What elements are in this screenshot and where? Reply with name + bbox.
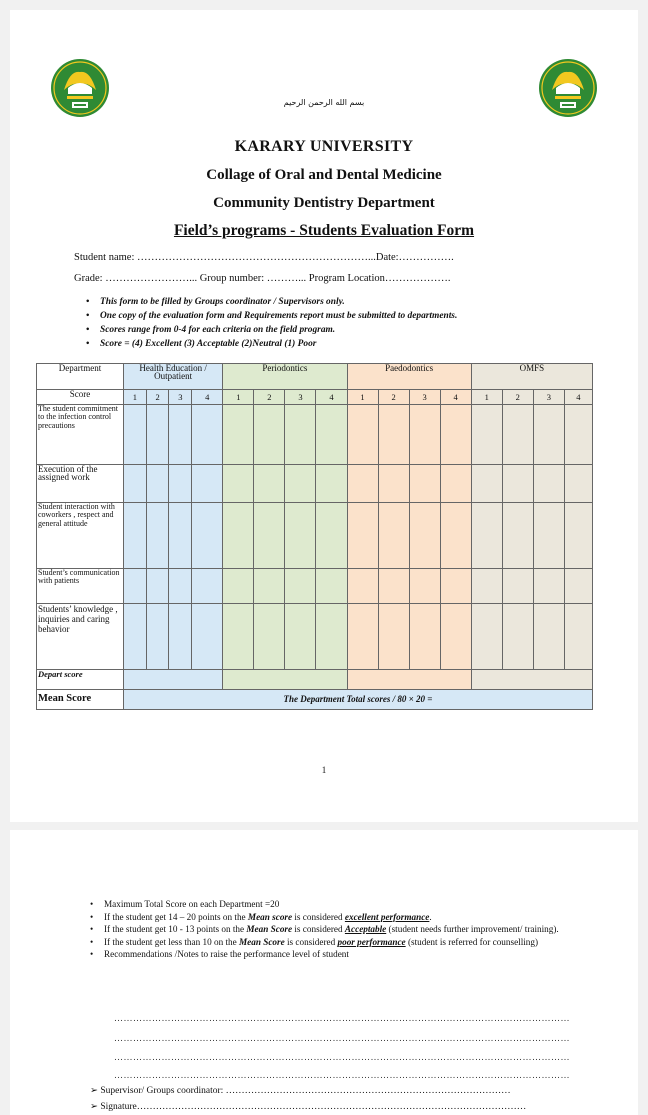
criteria-row <box>37 604 593 670</box>
score-cell[interactable] <box>316 503 347 569</box>
recommendation-line[interactable]: ……………………………………………………………………………………………………………………………… <box>114 1052 570 1062</box>
score-cell[interactable] <box>169 465 192 503</box>
supervisor-field[interactable]: ➢ Supervisor/ Groups coordinator: ……………………………………………………………………………… <box>90 1086 511 1096</box>
instruction-item: • Score = (4) Excellent (3) Acceptable (2)Neutral (1) Poor <box>86 339 317 349</box>
score-col-4: 4 <box>316 390 347 405</box>
bullet-icon: • <box>90 924 94 935</box>
score-cell[interactable] <box>502 569 533 604</box>
department-label: Department <box>37 364 124 390</box>
score-cell[interactable] <box>440 405 471 465</box>
evaluation-table <box>36 363 593 710</box>
score-cell[interactable] <box>285 569 316 604</box>
score-cell[interactable] <box>192 503 223 569</box>
bullet-icon: • <box>90 949 94 960</box>
score-cell[interactable] <box>223 405 254 465</box>
score-cell[interactable] <box>564 604 592 670</box>
recommendation-line[interactable]: ……………………………………………………………………………………………………………………………… <box>114 1013 570 1023</box>
score-label: Score <box>37 390 124 405</box>
page-one <box>10 10 638 822</box>
score-cell[interactable] <box>316 569 347 604</box>
dept-health-education: Health Education / Outpatient <box>123 364 222 390</box>
bismillah-text: بسم الله الرحمن الرحيم <box>283 98 365 107</box>
criteria-label: Execution of the assigned work <box>37 465 124 503</box>
mean-score-label: Mean Score <box>37 690 124 710</box>
arrow-bullet-icon: ➢ <box>90 1086 98 1096</box>
score-cell[interactable] <box>123 405 146 465</box>
score-cell[interactable] <box>564 503 592 569</box>
score-cell[interactable] <box>254 465 285 503</box>
score-cell[interactable] <box>169 405 192 465</box>
criteria-label: Students’ knowledge , inquiries and caring behavior <box>37 604 124 670</box>
criteria-label: Student interaction with coworkers , respect and general attitude <box>37 503 124 569</box>
score-cell[interactable] <box>123 569 146 604</box>
note-item: • If the student get 14 – 20 points on the Mean score is considered excellent performance. <box>90 911 432 922</box>
instruction-item: • This form to be filled by Groups coordinator / Supervisors only. <box>86 297 345 307</box>
score-cell[interactable] <box>192 465 223 503</box>
bullet-icon: • <box>86 311 90 321</box>
criteria-row <box>37 405 593 465</box>
score-cell[interactable] <box>223 569 254 604</box>
score-cell[interactable] <box>192 405 223 465</box>
score-col-3: 3 <box>169 390 192 405</box>
score-cell[interactable] <box>347 604 378 670</box>
depart-score-label: Depart score <box>37 670 124 690</box>
note-item: • Maximum Total Score on each Department =20 <box>90 899 280 909</box>
score-cell[interactable] <box>169 604 192 670</box>
score-cell[interactable] <box>169 569 192 604</box>
criteria-label: The student commitment to the infection control precautions <box>37 405 124 465</box>
university-logo-right <box>538 58 598 118</box>
score-cell[interactable] <box>564 569 592 604</box>
score-cell[interactable] <box>285 503 316 569</box>
score-cell[interactable] <box>254 569 285 604</box>
depart-score-cell[interactable] <box>471 670 592 690</box>
score-cell[interactable] <box>440 503 471 569</box>
score-col-4: 4 <box>192 390 223 405</box>
mean-score-formula[interactable]: The Department Total scores / 80 × 20 = <box>123 690 592 710</box>
score-cell[interactable] <box>502 405 533 465</box>
score-cell[interactable] <box>378 503 409 569</box>
score-cell[interactable] <box>347 465 378 503</box>
score-cell[interactable] <box>316 405 347 465</box>
university-title: KARARY UNIVERSITY <box>234 138 414 155</box>
score-cell[interactable] <box>192 604 223 670</box>
score-cell[interactable] <box>440 569 471 604</box>
bullet-icon: • <box>90 936 94 947</box>
note-item: • If the student get 10 - 13 points on the Mean Score is considered Acceptable (student needs further improvement/ training). <box>90 924 559 935</box>
score-col-1: 1 <box>471 390 502 405</box>
depart-score-cell[interactable] <box>223 670 347 690</box>
bullet-icon: • <box>86 297 90 307</box>
score-cell[interactable] <box>123 604 146 670</box>
score-cell[interactable] <box>146 465 169 503</box>
score-cell[interactable] <box>533 465 564 503</box>
score-cell[interactable] <box>347 405 378 465</box>
depart-score-row <box>37 670 593 690</box>
score-cell[interactable] <box>223 503 254 569</box>
score-cell[interactable] <box>254 405 285 465</box>
score-cell[interactable] <box>533 604 564 670</box>
score-col-2: 2 <box>146 390 169 405</box>
bullet-icon: • <box>90 899 94 909</box>
instructions-list <box>86 295 457 351</box>
bullet-icon: • <box>86 339 90 349</box>
mean-score-row <box>37 690 593 710</box>
grade-group-location-field[interactable]: Grade: ……………………... Group number: ………... Program Location………………. <box>74 273 451 284</box>
score-cell[interactable] <box>146 503 169 569</box>
score-col-2: 2 <box>502 390 533 405</box>
score-cell[interactable] <box>471 569 502 604</box>
score-cell[interactable] <box>378 465 409 503</box>
page-two <box>10 830 638 1115</box>
score-cell[interactable] <box>285 604 316 670</box>
instruction-item: • Scores range from 0-4 for each criteria on the field program. <box>86 325 336 335</box>
score-cell[interactable] <box>502 604 533 670</box>
score-cell[interactable] <box>123 503 146 569</box>
score-cell[interactable] <box>123 465 146 503</box>
score-cell[interactable] <box>440 465 471 503</box>
score-col-4: 4 <box>440 390 471 405</box>
score-cell[interactable] <box>316 604 347 670</box>
score-cell[interactable] <box>471 604 502 670</box>
note-item: • If the student get less than 10 on the Mean Score is considered poor performance (student is referred for counselling) <box>90 936 539 947</box>
score-cell[interactable] <box>192 569 223 604</box>
college-title: Collage of Oral and Dental Medicine <box>206 167 442 183</box>
score-col-2: 2 <box>378 390 409 405</box>
student-name-date-field[interactable]: Student name: …………………………………………………………...Date:……………. <box>74 252 454 263</box>
score-cell[interactable] <box>378 569 409 604</box>
score-cell[interactable] <box>409 503 440 569</box>
department-title: Community Dentistry Department <box>213 195 435 211</box>
score-cell[interactable] <box>533 405 564 465</box>
score-cell[interactable] <box>533 569 564 604</box>
score-cell[interactable] <box>146 604 169 670</box>
dept-paedodontics: Paedodontics <box>347 364 471 390</box>
dept-periodontics: Periodontics <box>223 364 347 390</box>
score-cell[interactable] <box>378 604 409 670</box>
score-cell[interactable] <box>409 465 440 503</box>
score-cell[interactable] <box>409 604 440 670</box>
score-col-1: 1 <box>123 390 146 405</box>
score-cell[interactable] <box>502 465 533 503</box>
score-cell[interactable] <box>169 503 192 569</box>
page-number: 1 <box>321 765 327 775</box>
score-col-2: 2 <box>254 390 285 405</box>
criteria-label: Student’s communication with patients <box>37 569 124 604</box>
score-cell[interactable] <box>254 503 285 569</box>
score-cell[interactable] <box>564 405 592 465</box>
score-cell[interactable] <box>347 569 378 604</box>
score-cell[interactable] <box>146 569 169 604</box>
instruction-item: • One copy of the evaluation form and Requirements report must be submitted to departments. <box>86 311 458 321</box>
criteria-row <box>37 465 593 503</box>
score-cell[interactable] <box>533 503 564 569</box>
score-col-3: 3 <box>533 390 564 405</box>
recommendation-line[interactable]: ……………………………………………………………………………………………………………………………… <box>114 1070 570 1080</box>
criteria-row <box>37 569 593 604</box>
score-cell[interactable] <box>223 604 254 670</box>
score-cell[interactable] <box>409 405 440 465</box>
score-cell[interactable] <box>285 465 316 503</box>
score-cell[interactable] <box>146 405 169 465</box>
scoring-notes-list <box>90 898 590 961</box>
criteria-row <box>37 503 593 569</box>
note-item: • Recommendations /Notes to raise the performance level of student <box>90 949 349 960</box>
score-header-row <box>37 390 593 405</box>
score-cell[interactable] <box>564 465 592 503</box>
score-col-4: 4 <box>564 390 592 405</box>
score-cell[interactable] <box>285 405 316 465</box>
score-cell[interactable] <box>347 503 378 569</box>
department-header-row <box>37 364 593 390</box>
score-cell[interactable] <box>471 465 502 503</box>
score-cell[interactable] <box>378 405 409 465</box>
score-cell[interactable] <box>471 405 502 465</box>
score-cell[interactable] <box>223 465 254 503</box>
dept-omfs: OMFS <box>471 364 592 390</box>
score-col-3: 3 <box>409 390 440 405</box>
score-cell[interactable] <box>440 604 471 670</box>
depart-score-cell[interactable] <box>123 670 222 690</box>
recommendation-line[interactable]: ……………………………………………………………………………………………………………………………… <box>114 1033 570 1043</box>
score-cell[interactable] <box>502 503 533 569</box>
university-logo-left <box>50 58 110 118</box>
score-cell[interactable] <box>409 569 440 604</box>
score-cell[interactable] <box>316 465 347 503</box>
arrow-bullet-icon: ➢ <box>90 1102 98 1112</box>
score-col-1: 1 <box>223 390 254 405</box>
score-col-1: 1 <box>347 390 378 405</box>
signature-field[interactable]: ➢ Signature…………………………………………………………………………………………………………… <box>90 1102 527 1112</box>
score-cell[interactable] <box>254 604 285 670</box>
bullet-icon: • <box>90 911 94 922</box>
depart-score-cell[interactable] <box>347 670 471 690</box>
bullet-icon: • <box>86 325 90 335</box>
form-title: Field’s programs - Students Evaluation Form <box>173 222 475 239</box>
score-col-3: 3 <box>285 390 316 405</box>
score-cell[interactable] <box>471 503 502 569</box>
